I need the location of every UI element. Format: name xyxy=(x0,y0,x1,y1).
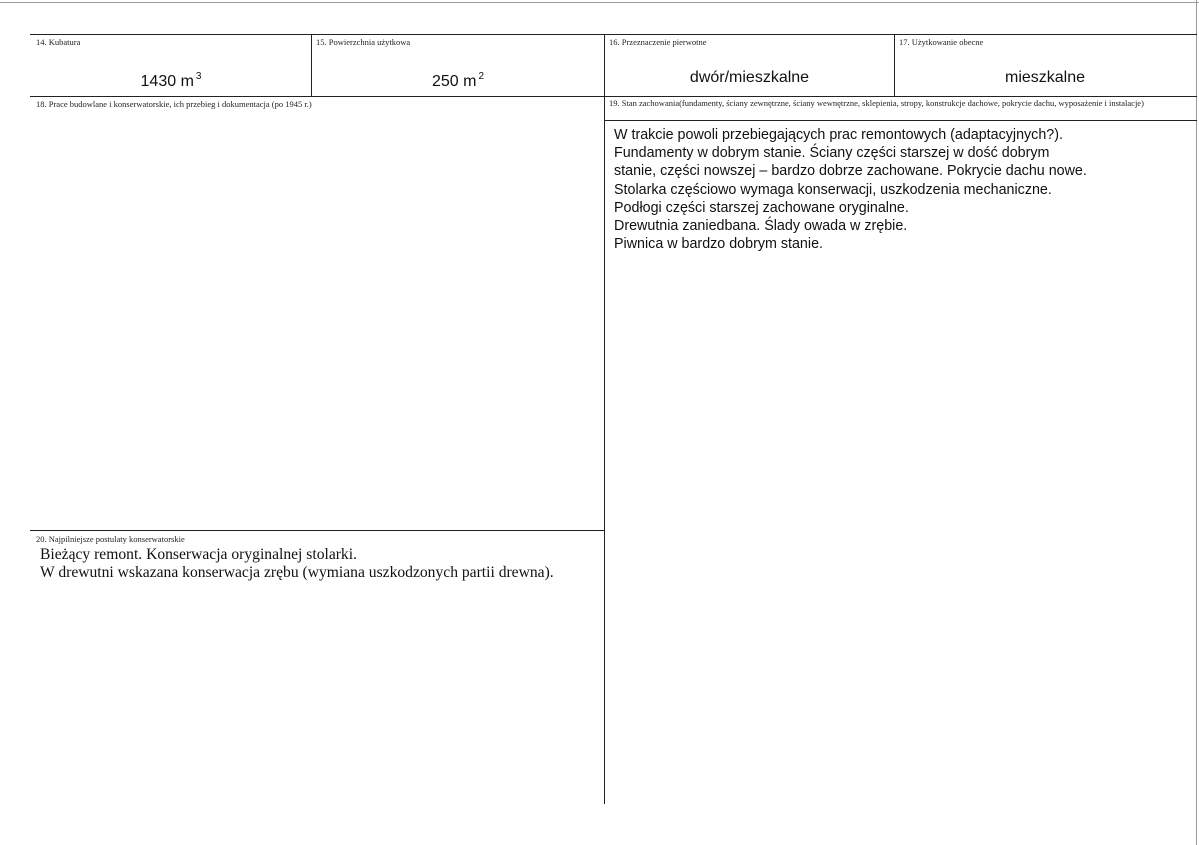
stan-zachowania-label: 19. Stan zachowania(fundamenty, ściany zewnętrzne, ściany wewnętrzne, sklepienia, stropy, konstrukcje dachowe, pokrycie dachu, wyposażenie i instalacje) xyxy=(609,98,1144,108)
przeznaczenie-value: dwór/mieszkalne xyxy=(689,69,810,86)
postulaty-text xyxy=(40,546,586,582)
stan-line: Podłogi części starszej zachowane oryginalne. xyxy=(614,199,909,216)
powierzchnia-value xyxy=(312,71,604,91)
divider-main xyxy=(604,96,605,804)
prace-budowlane-label: 18. Prace budowlane i konserwatorskie, ich przebieg i dokumentacja (po 1945 r.) xyxy=(36,99,312,109)
stan-zachowania-text xyxy=(614,126,1174,253)
uzytkowanie-value: mieszkalne xyxy=(1004,69,1086,86)
scan-edge-right xyxy=(1196,0,1197,845)
stan-line: Piwnica w bardzo dobrym stanie. xyxy=(614,236,823,253)
postulat-paragraph-2: W drewutni wskazana konserwacja zrębu (wymiana uszkodzonych partii drewna). xyxy=(40,564,554,581)
stan-line: Fundamenty w dobrym stanie. Ściany części starszej w dość dobrym xyxy=(614,145,1050,162)
powierzchnia-number: 250 m xyxy=(431,73,477,90)
powierzchnia-unit-exponent: 2 xyxy=(478,71,485,82)
f19-label-rule xyxy=(604,120,1197,121)
stan-line: stanie, części nowszej – bardzo dobrze zachowane. Pokrycie dachu nowe. xyxy=(614,163,1087,180)
powierzchnia-label: 15. Powierzchnia użytkowa xyxy=(316,37,411,47)
kubatura-unit-exponent: 3 xyxy=(195,71,202,82)
scan-edge-top xyxy=(0,2,1199,3)
kubatura-number: 1430 m xyxy=(140,73,194,90)
stan-line: Stolarka częściowo wymaga konserwacji, uszkodzenia mechaniczne. xyxy=(614,181,1052,198)
stan-line: W trakcie powoli przebiegających prac remontowych (adaptacyjnych?). xyxy=(614,127,1063,143)
row-mid-border xyxy=(30,96,1197,97)
postulat-paragraph-1: Bieżący remont. Konserwacja oryginalnej stolarki. xyxy=(40,546,357,563)
kubatura-label: 14. Kubatura xyxy=(36,37,81,47)
postulaty-label: 20. Najpilniejsze postulaty konserwatorskie xyxy=(36,534,185,544)
kubatura-value xyxy=(31,71,311,91)
stan-line: Drewutnia zaniedbana. Ślady owada w zrębie. xyxy=(614,218,908,235)
divider-18-20 xyxy=(30,530,605,531)
przeznaczenie-label: 16. Przeznaczenie pierwotne xyxy=(609,37,707,47)
row-top-border xyxy=(30,34,1197,35)
uzytkowanie-label: 17. Użytkowanie obecne xyxy=(899,37,984,47)
